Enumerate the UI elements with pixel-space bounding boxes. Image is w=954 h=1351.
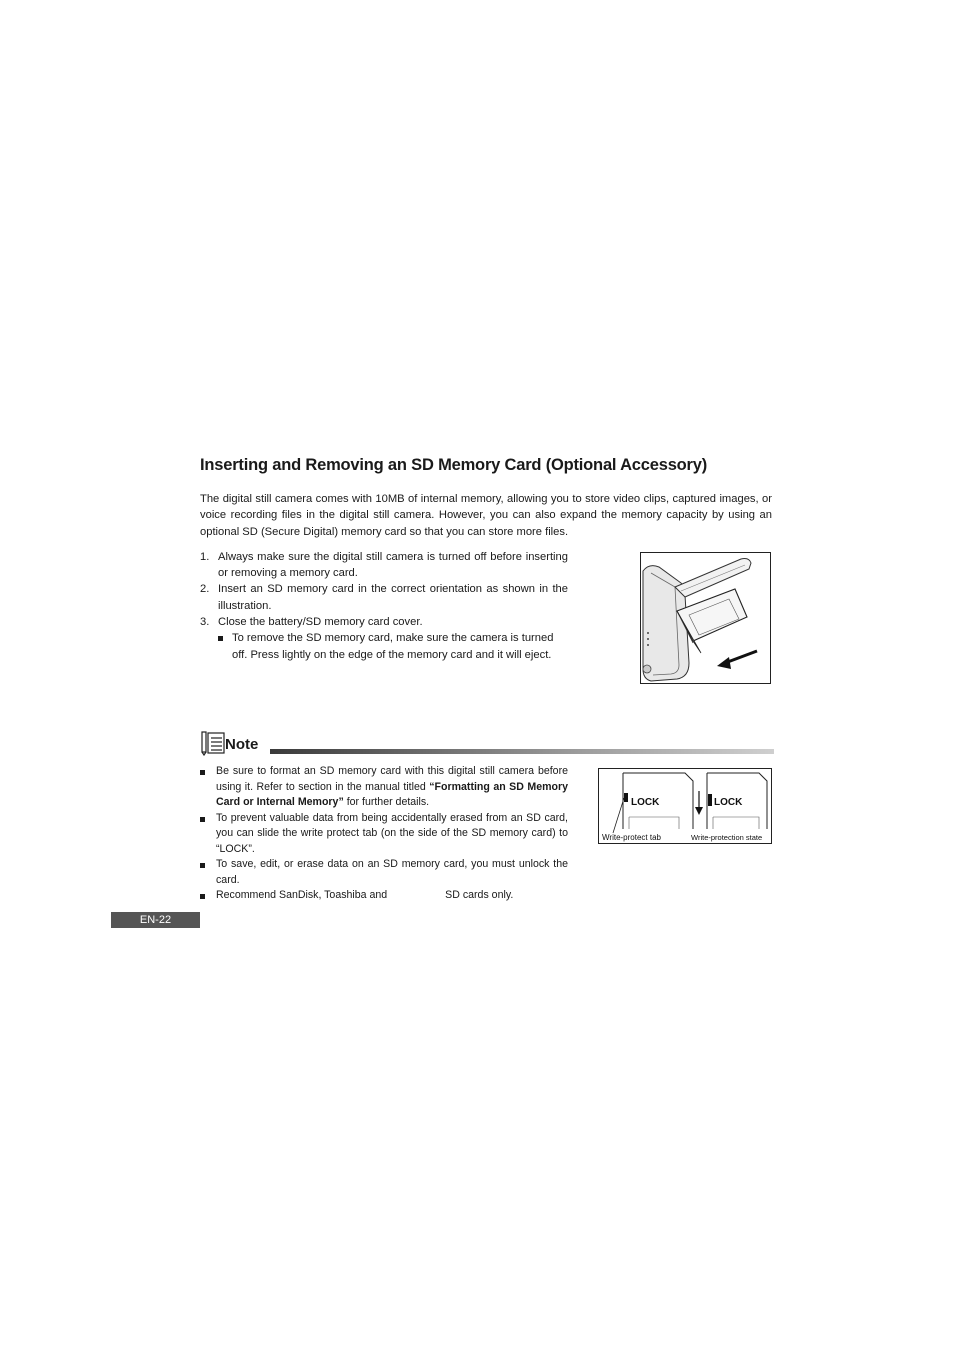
note-text: SD cards only.	[445, 889, 514, 901]
notepad-icon	[200, 730, 226, 756]
square-bullet-icon	[200, 863, 205, 868]
note-item	[200, 888, 568, 904]
note-text: Recommend SanDisk, Toashiba and	[216, 889, 388, 901]
step-text: Close the battery/SD memory card cover.	[218, 615, 423, 628]
square-bullet-icon	[200, 817, 205, 822]
step-item	[200, 549, 568, 581]
intro-paragraph: The digital still camera comes with 10MB of internal memory, allowing you to store video clips, captured images, or voice recording files in the digital still camera. However, you can also expand the memory capacity by using an optional SD (Secure Digital) memory card so that you can store more files.	[200, 493, 772, 538]
caption-write-protection-state: Write-protection state	[691, 833, 763, 842]
write-protect-illustration	[598, 768, 772, 844]
square-bullet-icon	[200, 894, 205, 899]
step-text: Insert an SD memory card in the correct orientation as shown in the illustration.	[218, 583, 568, 612]
sub-note-text: To remove the SD memory card, make sure the camera is turned off. Press lightly on the edge of the memory card and it will eject.	[232, 632, 554, 661]
step-number: 2.	[200, 583, 210, 596]
note-bold-reference: “Formatting an SD Memory Card or Internal Memory”	[216, 780, 568, 808]
note-item	[200, 764, 568, 811]
note-list	[200, 764, 568, 904]
note-text: To prevent valuable data from being accidentally erased from an SD card, you can slide the write protect tab (on the side of the SD memory card) to “LOCK”.	[216, 811, 568, 855]
steps-list	[200, 549, 568, 630]
note-divider-bar	[270, 749, 774, 754]
step-number: 1.	[200, 551, 210, 563]
page-number: EN-22	[111, 912, 200, 928]
lock-label-right: LOCK	[714, 797, 743, 808]
camera-sd-insertion-illustration	[640, 552, 771, 684]
step-item	[200, 581, 568, 613]
note-label: Note	[225, 736, 259, 753]
sd-card-lock-icon	[599, 769, 771, 843]
camera-illustration-icon	[641, 553, 770, 683]
lock-label-left: LOCK	[631, 797, 660, 808]
section-title: Inserting and Removing an SD Memory Card (Optional Accessory)	[200, 456, 708, 474]
square-bullet-icon	[200, 770, 205, 775]
step-number: 3.	[200, 615, 210, 628]
sub-note-item	[218, 630, 563, 663]
caption-write-protect-tab: Write-protect tab	[602, 833, 661, 842]
note-item	[200, 857, 568, 888]
step-item	[200, 614, 568, 630]
note-item	[200, 811, 568, 858]
step-text: Always make sure the digital still camera is turned off before inserting or removing a memory card.	[218, 551, 568, 580]
note-text: To save, edit, or erase data on an SD memory card, you must unlock the card.	[216, 858, 568, 886]
sub-note-list	[218, 630, 563, 663]
note-text: Be sure to format an SD memory card with this digital still camera before using it. Refer to section in the manual titled	[216, 765, 568, 793]
note-header	[200, 730, 774, 756]
note-text: for further details.	[343, 796, 430, 808]
square-bullet-icon	[218, 636, 223, 641]
